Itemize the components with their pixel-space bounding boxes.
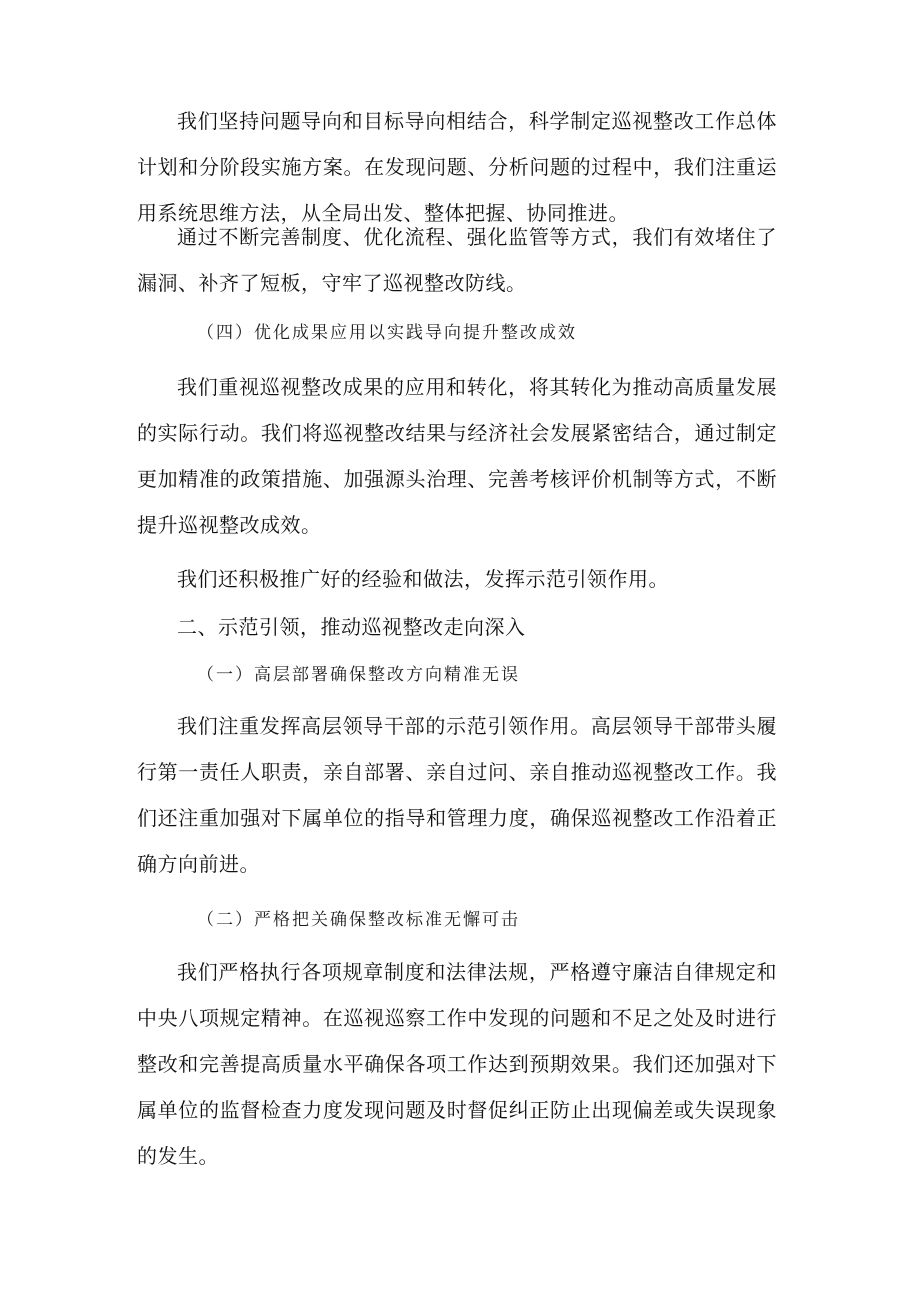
paragraph-improve-systems: 通过不断完善制度、优化流程、强化监管等方式，我们有效堵住了漏洞、补齐了短板，守牢了巡视整改防线。 bbox=[137, 225, 777, 295]
section-title-two: 二、示范引领，推动巡视整改走向深入 bbox=[177, 615, 526, 639]
paragraph-problem-orientation: 我们坚持问题导向和目标导向相结合，科学制定巡视整改工作总体计划和分阶段实施方案。在发现问题、分析问题的过程中，我们注重运用系统思维方法，从全局出发、整体把握、协同推进。 bbox=[137, 109, 777, 225]
subheading-four: （四）优化成果应用以实践导向提升整改成效 bbox=[197, 323, 577, 343]
paragraph-results-application: 我们重视巡视整改成果的应用和转化，将其转化为推动高质量发展的实际行动。我们将巡视整改结果与经济社会发展紧密结合，通过制定更加精准的政策措施、加强源头治理、完善考核评价机制等方式，不断提升巡视整改成效。 bbox=[137, 375, 777, 537]
paragraph-strict-compliance: 我们严格执行各项规章制度和法律法规，严格遵守廉洁自律规定和中央八项规定精神。在巡视巡察工作中发现的问题和不足之处及时进行整改和完善提高质量水平确保各项工作达到预期效果。我们还加强对下属单位的监督检查力度发现问题及时督促纠正防止出现偏差或失误现象的发生。 bbox=[137, 960, 777, 1168]
paragraph-leadership-role: 我们注重发挥高层领导干部的示范引领作用。高层领导干部带头履行第一责任人职责，亲自部署、亲自过问、亲自推动巡视整改工作。我们还注重加强对下属单位的指导和管理力度，确保巡视整改工作沿着正确方向前进。 bbox=[137, 714, 777, 876]
subheading-two: （二）严格把关确保整改标准无懈可击 bbox=[197, 910, 520, 930]
paragraph-promote-experience: 我们还积极推广好的经验和做法，发挥示范引领作用。 bbox=[177, 567, 669, 591]
subheading-one: （一）高层部署确保整改方向精准无误 bbox=[197, 665, 520, 685]
